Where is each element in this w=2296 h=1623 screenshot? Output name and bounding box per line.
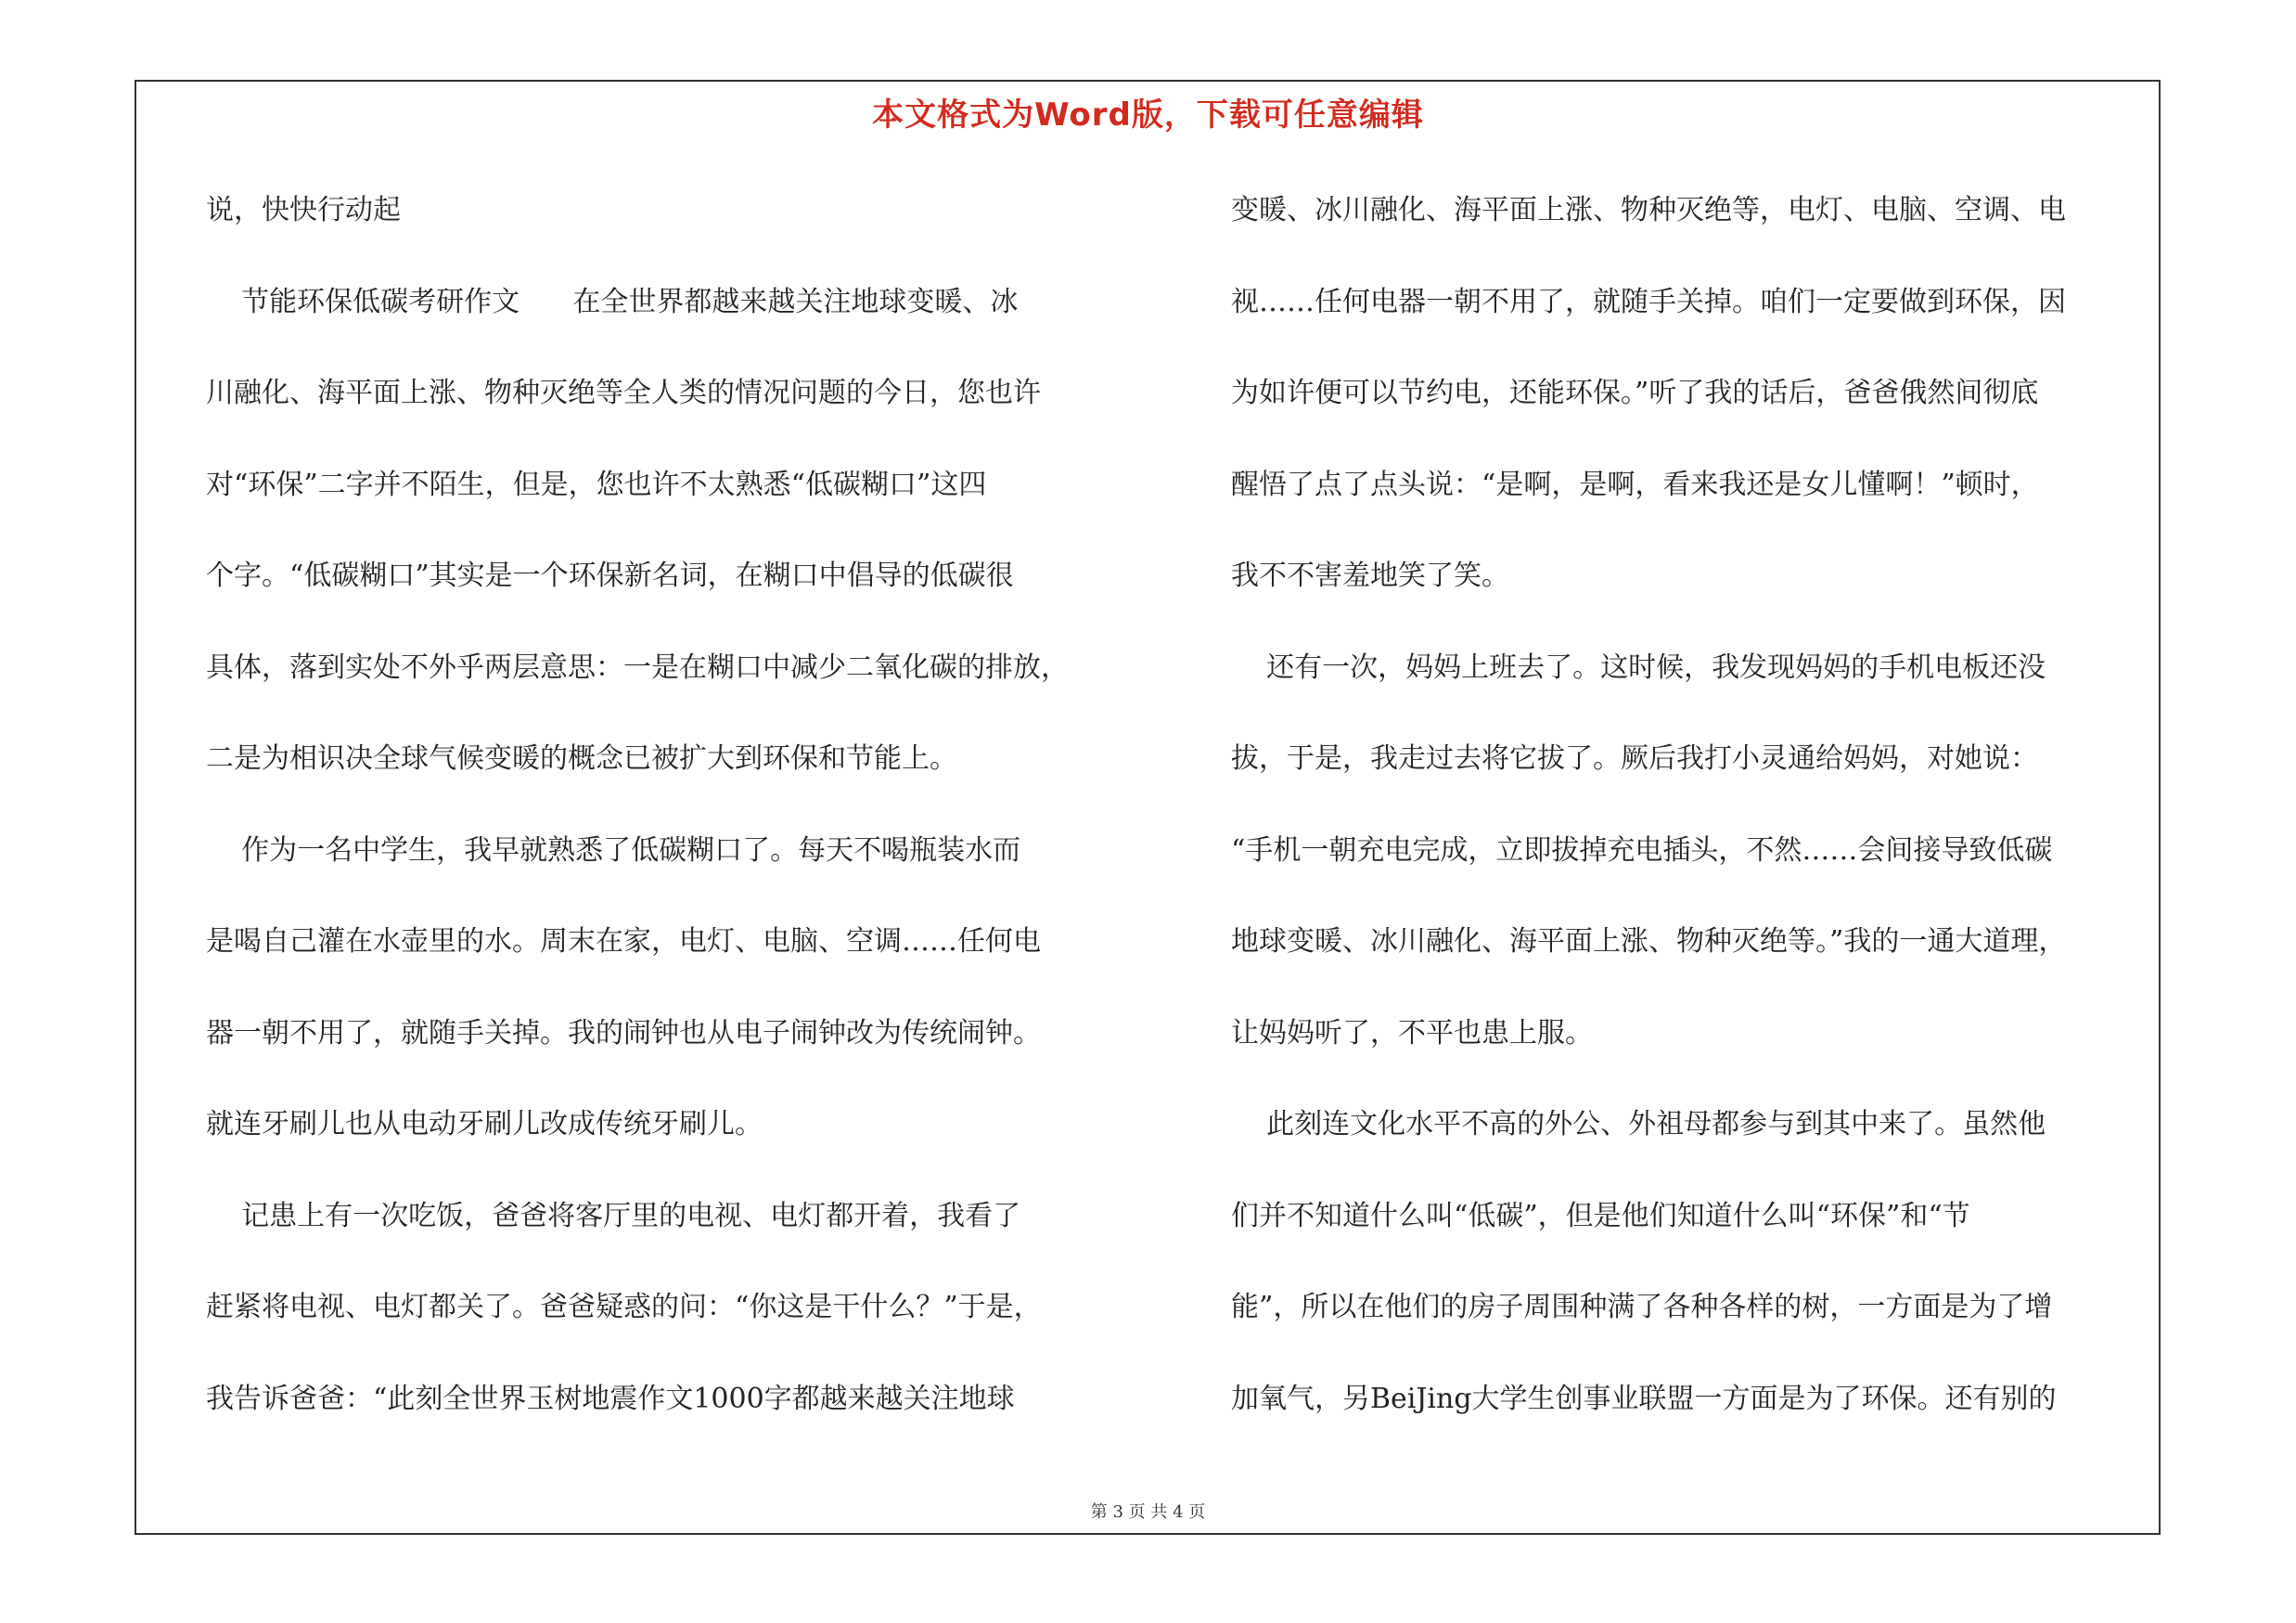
text-line: 视……任何电器一朝不用了，就随手关掉。咱们一定要做到环保，因 bbox=[1231, 285, 2066, 318]
text-line: 具体，落到实处不外乎两层意思：一是在糊口中减少二氧化碳的排放， bbox=[206, 650, 1069, 684]
text-line: 二是为相识决全球气候变暖的概念已被扩大到环保和节能上。 bbox=[206, 742, 957, 775]
text-line: 此刻连文化水平不高的外公、外祖母都参与到其中来了。虽然他 bbox=[1231, 1108, 2046, 1140]
text-line: 我不不害羞地笑了笑。 bbox=[1231, 560, 1509, 592]
text-line: 拔，于是，我走过去将它拔了。厥后我打小灵通给妈妈，对她说： bbox=[1231, 742, 2038, 775]
text-line: 变暖、冰川融化、海平面上涨、物种灭绝等，电灯、电脑、空调、电 bbox=[1231, 194, 2066, 226]
text-line: 器一朝不用了，就随手关掉。我的闹钟也从电子闹钟改为传统闹钟。 bbox=[206, 1016, 1041, 1050]
text-line: 就连牙刷儿也从电动牙刷儿改成传统牙刷儿。 bbox=[206, 1108, 763, 1140]
right-text-column bbox=[1231, 184, 2166, 1463]
text-line: 记患上有一次吃饭，爸爸将客厅里的电视、电灯都开着，我看了 bbox=[206, 1199, 1021, 1232]
text-line: 我告诉爸爸：“此刻全世界玉树地震作文1000字都越来越关注地球 bbox=[206, 1382, 1015, 1415]
page-number-footer: 第 3 页 共 4 页 bbox=[1090, 1502, 1206, 1522]
text-line: 说，快快行动起 bbox=[206, 194, 401, 226]
text-line: 能”，所以在他们的房子周围种满了各种各样的树，一方面是为了增 bbox=[1231, 1291, 2053, 1323]
header-banner: 本文格式为Word版，下载可任意编辑 bbox=[872, 97, 1424, 134]
text-line: 让妈妈听了，不平也患上服。 bbox=[1231, 1016, 1593, 1050]
text-line: 醒悟了点了点头说：“是啊，是啊，看来我还是女儿懂啊！”顿时， bbox=[1231, 468, 2039, 501]
text-line: 还有一次，妈妈上班去了。这时候，我发现妈妈的手机电板还没 bbox=[1231, 650, 2046, 684]
text-line: 川融化、海平面上涨、物种灭绝等全人类的情况问题的今日，您也许 bbox=[206, 377, 1041, 409]
text-line: “手机一朝充电完成，立即拔掉充电插头，不然……会间接导致低碳 bbox=[1231, 833, 2053, 867]
text-line: 们并不知道什么叫“低碳”，但是他们知道什么叫“环保”和“节 bbox=[1231, 1199, 1970, 1232]
text-line: 赶紧将电视、电灯都关了。爸爸疑惑的问：“你这是干什么？”于是， bbox=[206, 1291, 1042, 1323]
text-line: 节能环保低碳考研作文 在全世界都越来越关注地球变暖、冰 bbox=[206, 285, 1019, 318]
text-line: 对“环保”二字并不陌生，但是，您也许不太熟悉“低碳糊口”这四 bbox=[206, 468, 987, 501]
left-text-column bbox=[206, 184, 1152, 1463]
text-line: 地球变暖、冰川融化、海平面上涨、物种灭绝等。”我的一通大道理， bbox=[1231, 925, 2067, 958]
text-line: 作为一名中学生，我早就熟悉了低碳糊口了。每天不喝瓶装水而 bbox=[206, 833, 1021, 867]
text-line: 加氧气，另BeiJing大学生创事业联盟一方面是为了环保。还有别的 bbox=[1231, 1382, 2057, 1415]
text-line: 个字。“低碳糊口”其实是一个环保新名词，在糊口中倡导的低碳很 bbox=[206, 560, 1014, 592]
text-line: 是喝自己灌在水壶里的水。周末在家，电灯、电脑、空调……任何电 bbox=[206, 925, 1041, 958]
text-line: 为如许便可以节约电，还能环保。”听了我的话后，爸爸俄然间彻底 bbox=[1231, 377, 2039, 409]
